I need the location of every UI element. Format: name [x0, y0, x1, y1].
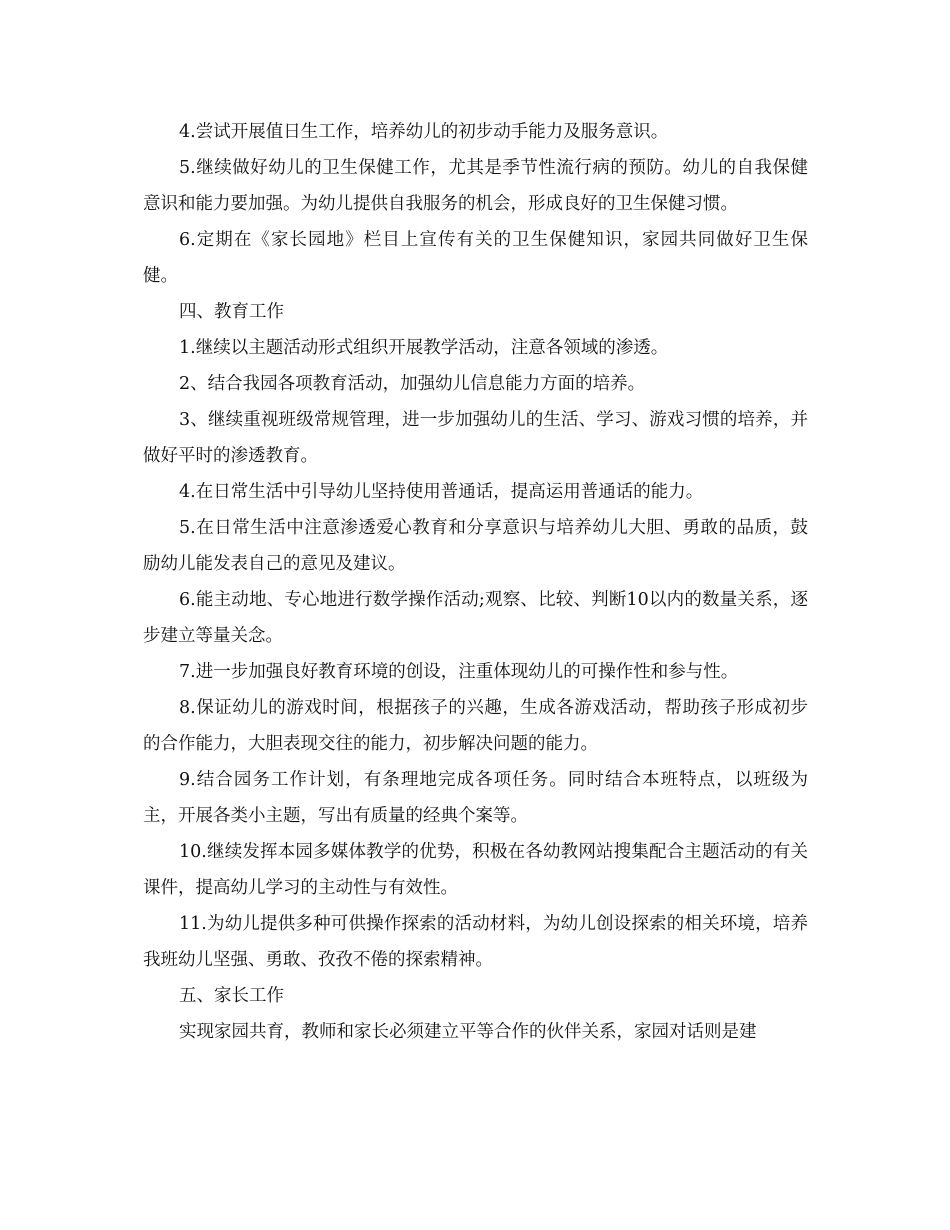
paragraph-parents-intro: 实现家园共育，教师和家长必须建立平等合作的伙伴关系，家园对话则是建 [179, 1022, 757, 1042]
paragraph-edu-item-10: 10.继续发挥本园多媒体教学的优势，积极在各幼教网站搜集配合主题活动的有关课件，提高幼儿学习的主动性与有效性。 [143, 842, 808, 898]
section-heading-parents: 五、家长工作 [179, 986, 284, 1006]
paragraph-item-4-duty: 4.尝试开展值日生工作，培养幼儿的初步动手能力及服务意识。 [179, 122, 669, 142]
paragraph-edu-item-4: 4.在日常生活中引导幼儿坚持使用普通话，提高运用普通话的能力。 [179, 482, 704, 502]
paragraph-edu-item-7: 7.进一步加强良好教育环境的创设，注重体现幼儿的可操作性和参与性。 [179, 662, 739, 682]
paragraph-edu-item-1: 1.继续以主题活动形式组织开展教学活动，注意各领域的渗透。 [179, 338, 669, 358]
paragraph-edu-item-6: 6.能主动地、专心地进行数学操作活动;观察、比较、判断10以内的数量关系，逐步建立等量关念。 [143, 590, 808, 646]
paragraph-edu-item-8: 8.保证幼儿的游戏时间，根据孩子的兴趣，生成各游戏活动，帮助孩子形成初步的合作能力，大胆表现交往的能力，初步解决问题的能力。 [143, 698, 808, 754]
document-body [143, 114, 808, 1050]
paragraph-edu-item-11: 11.为幼儿提供多种可供操作探索的活动材料，为幼儿创设探索的相关环境，培养我班幼儿坚强、勇敢、孜孜不倦的探索精神。 [143, 914, 808, 970]
paragraph-item-5-health: 5.继续做好幼儿的卫生保健工作，尤其是季节性流行病的预防。幼儿的自我保健意识和能力要加强。为幼儿提供自我服务的机会，形成良好的卫生保健习惯。 [143, 158, 808, 214]
paragraph-item-6-parent-board: 6.定期在《家长园地》栏目上宣传有关的卫生保健知识，家园共同做好卫生保健。 [143, 230, 808, 286]
section-heading-education: 四、教育工作 [179, 302, 284, 322]
paragraph-edu-item-2: 2、结合我园各项教育活动，加强幼儿信息能力方面的培养。 [179, 374, 646, 394]
paragraph-edu-item-5: 5.在日常生活中注意渗透爱心教育和分享意识与培养幼儿大胆、勇敢的品质，鼓励幼儿能发表自己的意见及建议。 [143, 518, 808, 574]
paragraph-edu-item-3: 3、继续重视班级常规管理，进一步加强幼儿的生活、学习、游戏习惯的培养，并做好平时的渗透教育。 [143, 410, 808, 466]
paragraph-edu-item-9: 9.结合园务工作计划，有条理地完成各项任务。同时结合本班特点，以班级为主，开展各类小主题，写出有质量的经典个案等。 [143, 770, 808, 826]
